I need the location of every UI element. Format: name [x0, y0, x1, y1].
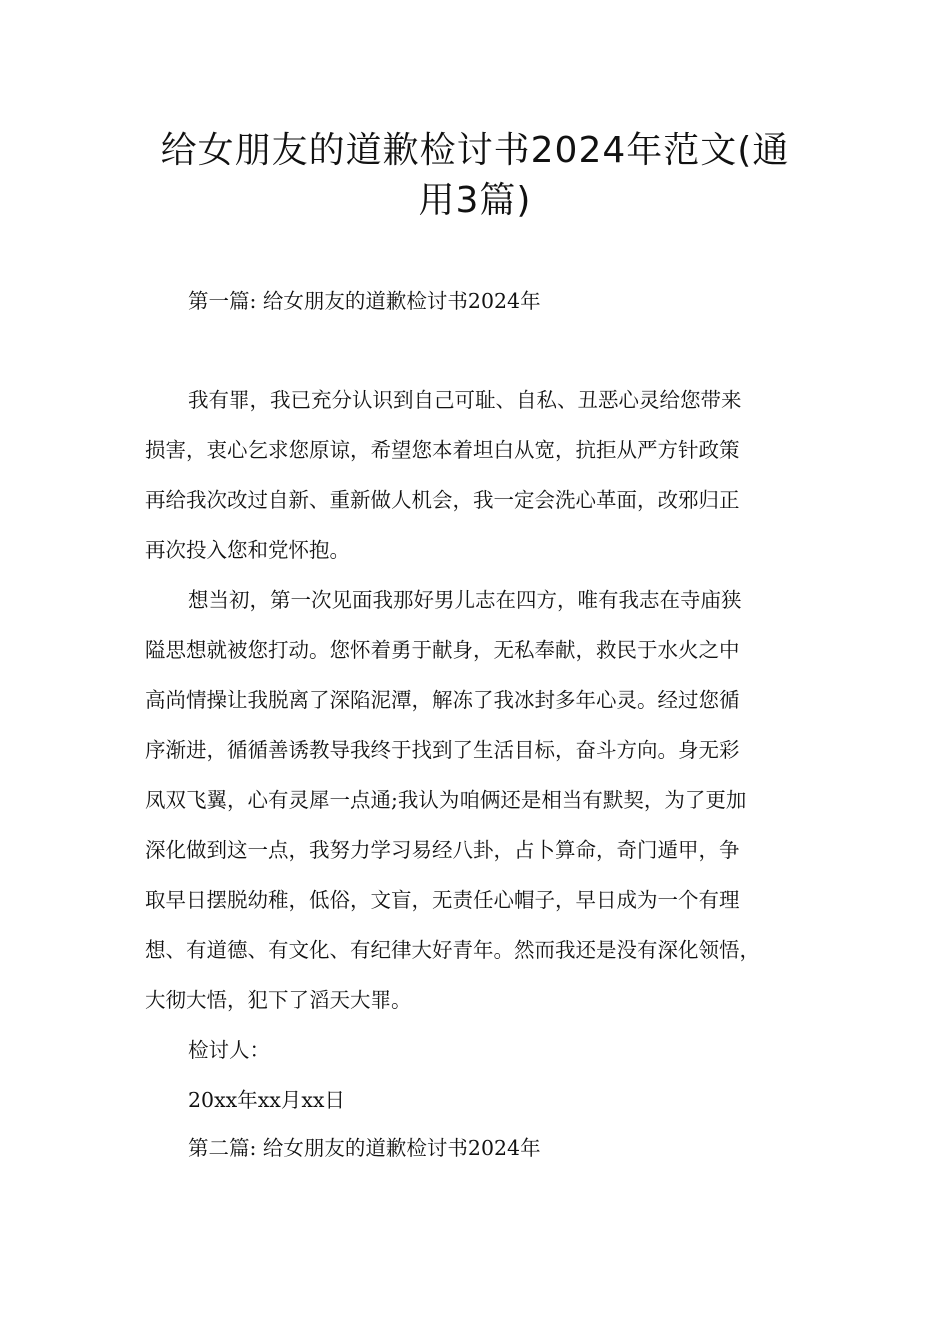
document-title [120, 126, 830, 226]
paragraph2-line: 序渐进，循循善诱教导我终于找到了生活目标，奋斗方向。身无彩 [145, 738, 740, 762]
signer-label: 检讨人： [188, 1038, 270, 1062]
paragraph1-line: 再给我次改过自新、重新做人机会，我一定会洗心革面，改邪归正 [145, 488, 740, 512]
paragraph2-line: 取早日摆脱幼稚，低俗，文盲，无责任心帽子，早日成为一个有理 [145, 888, 740, 912]
paragraph2-line: 凤双飞翼，心有灵犀一点通;我认为咱俩还是相当有默契，为了更加 [145, 788, 747, 812]
paragraph1-line: 损害，衷心乞求您原谅，希望您本着坦白从宽，抗拒从严方针政策 [145, 438, 740, 462]
section2-heading: 第二篇: 给女朋友的道歉检讨书2024年 [188, 1136, 541, 1160]
paragraph1-line: 再次投入您和党怀抱。 [145, 538, 350, 562]
section1-heading: 第一篇: 给女朋友的道歉检讨书2024年 [188, 289, 541, 313]
paragraph2-line: 大彻大悟，犯下了滔天大罪。 [145, 988, 412, 1012]
paragraph2-line: 深化做到这一点，我努力学习易经八卦，占卜算命，奇门遁甲，争 [145, 838, 740, 862]
title-line-2: 用3篇) [418, 180, 532, 221]
paragraph2-line: 高尚情操让我脱离了深陷泥潭，解冻了我冰封多年心灵。经过您循 [145, 688, 740, 712]
title-line-1: 给女朋友的道歉检讨书2024年范文(通 [160, 130, 790, 171]
signature-date: 20xx年xx月xx日 [188, 1088, 345, 1112]
paragraph2-line: 想当初，第一次见面我那好男儿志在四方，唯有我志在寺庙狭 [188, 588, 742, 612]
paragraph2-line: 想、有道德、有文化、有纪律大好青年。然而我还是没有深化领悟， [145, 938, 760, 962]
paragraph2-line: 隘思想就被您打动。您怀着勇于献身，无私奉献，救民于水火之中 [145, 638, 740, 662]
paragraph1-line: 我有罪，我已充分认识到自己可耻、自私、丑恶心灵给您带来 [188, 388, 742, 412]
